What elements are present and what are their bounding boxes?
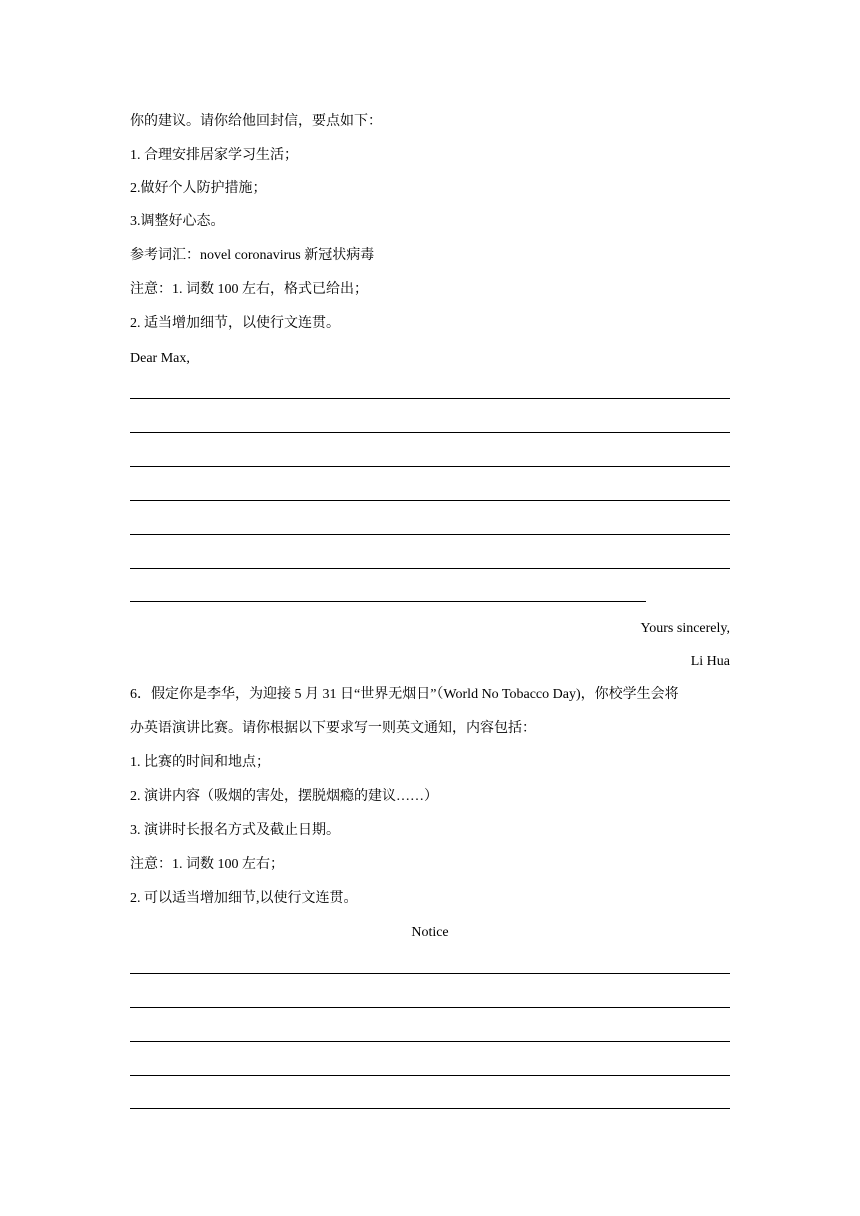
- q6-answer-line[interactable]: [130, 1108, 730, 1109]
- q5-answer-line[interactable]: [130, 466, 730, 467]
- q5-intro-tail: 你的建议。请你给他回封信，要点如下：: [130, 114, 382, 129]
- q6-note-1: 注意：1. 词数 100 左右；: [130, 857, 284, 872]
- q5-answer-line[interactable]: [130, 534, 730, 535]
- q5-point-2: 2.做好个人防护措施；: [130, 181, 267, 196]
- q5-answer-line[interactable]: [130, 500, 730, 501]
- q5-vocab-hint: 参考词汇：novel coronavirus 新冠状病毒: [130, 248, 375, 263]
- q6-point-2: 2. 演讲内容（吸烟的害处，摆脱烟瘾的建议……）: [130, 789, 438, 804]
- q5-salutation: Dear Max,: [130, 351, 190, 366]
- q6-note-2: 2. 可以适当增加细节,以使行文连贯。: [130, 891, 358, 906]
- q6-intro-line-2: 办英语演讲比赛。请你根据以下要求写一则英文通知，内容包括：: [130, 721, 536, 736]
- q6-answer-line[interactable]: [130, 1041, 730, 1042]
- q6-point-1: 1. 比赛的时间和地点；: [130, 755, 270, 770]
- q5-point-3: 3.调整好心态。: [130, 214, 225, 229]
- q5-note-2: 2. 适当增加细节，以使行文连贯。: [130, 316, 340, 331]
- q5-answer-line[interactable]: [130, 568, 730, 569]
- q6-intro-line-1: 6．假定你是李华，为迎接 5 月 31 日“世界无烟日”（World No Tobacco Day)，你校学生会将: [130, 687, 679, 702]
- q5-answer-line[interactable]: [130, 432, 730, 433]
- q5-point-1: 1. 合理安排居家学习生活；: [130, 148, 298, 163]
- q5-closing: Yours sincerely,: [640, 621, 730, 636]
- q5-answer-line[interactable]: [130, 601, 646, 602]
- q5-signature: Li Hua: [690, 654, 730, 669]
- q6-answer-line[interactable]: [130, 973, 730, 974]
- q6-point-3: 3. 演讲时长报名方式及截止日期。: [130, 823, 340, 838]
- q6-notice-title: Notice: [411, 925, 449, 940]
- q5-answer-line[interactable]: [130, 398, 730, 399]
- q6-answer-line[interactable]: [130, 1007, 730, 1008]
- q6-answer-line[interactable]: [130, 1075, 730, 1076]
- q5-note-1: 注意：1. 词数 100 左右，格式已给出；: [130, 282, 368, 297]
